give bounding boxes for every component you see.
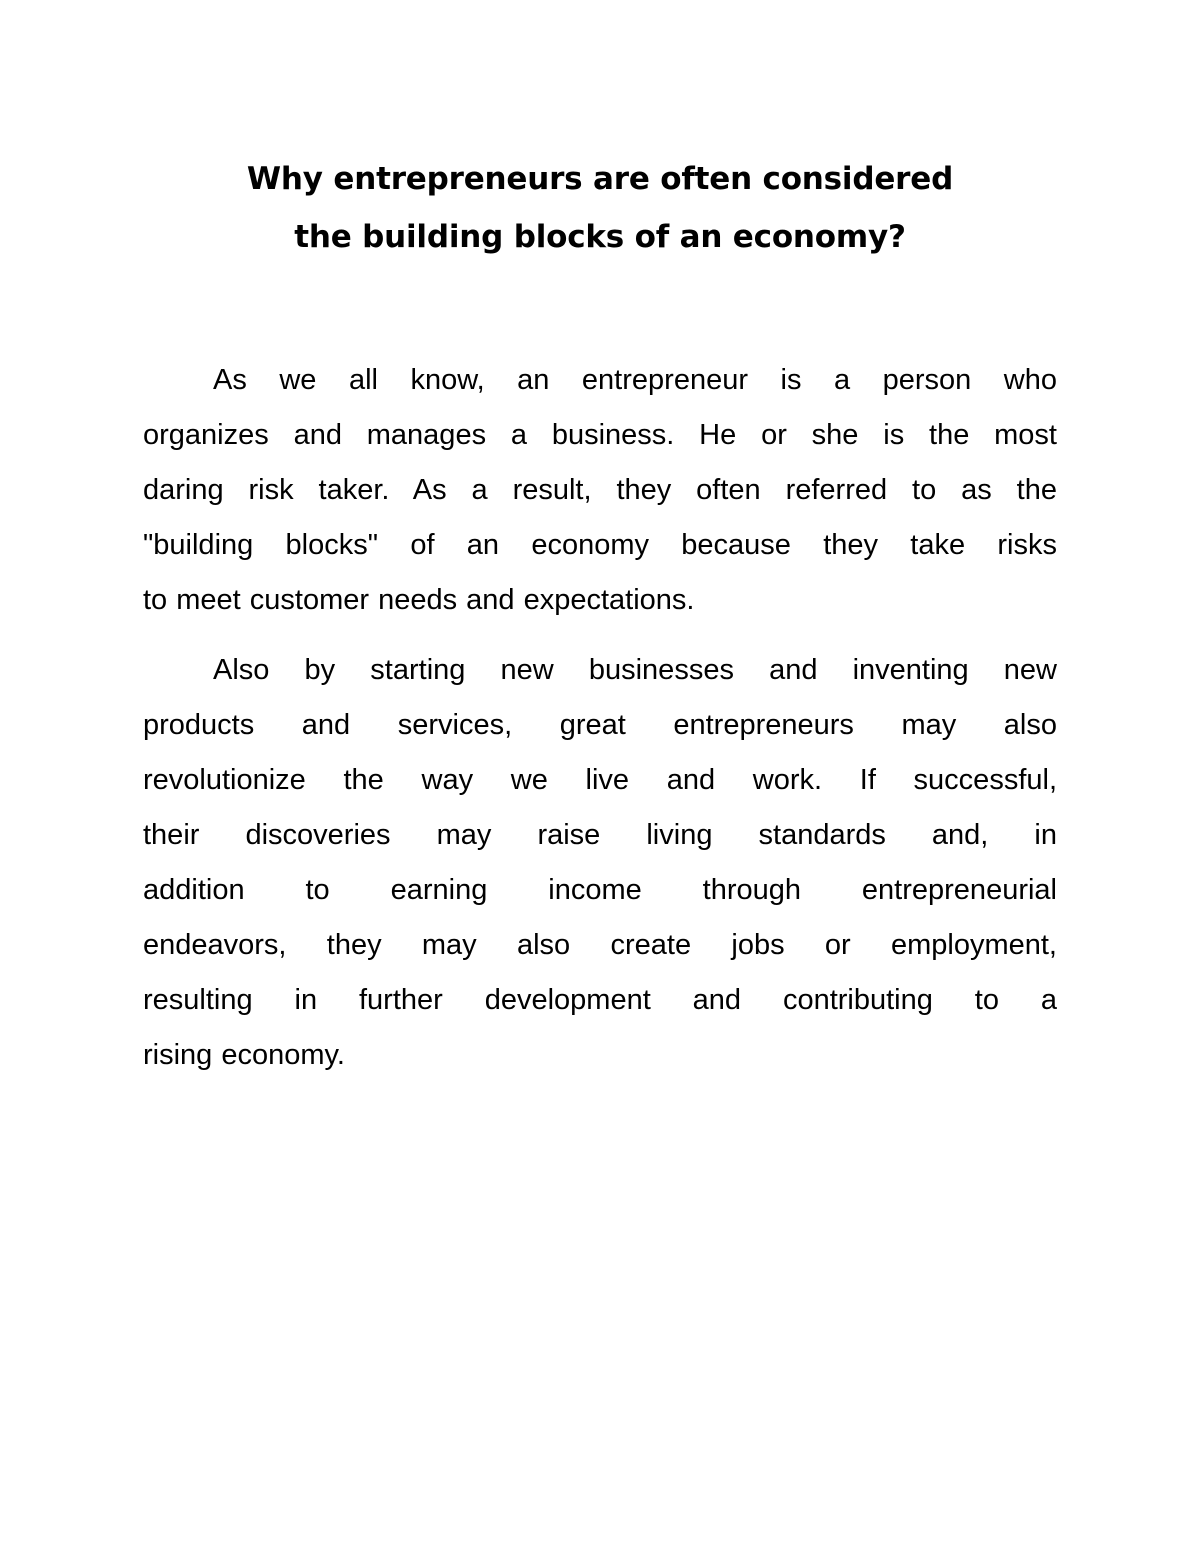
paragraph-line: daring risk taker. As a result, they often referred to as the	[143, 474, 1057, 506]
paragraph-line: addition to earning income through entrepreneurial	[143, 874, 1057, 906]
paragraph-line: products and services, great entrepreneurs may also	[143, 709, 1057, 741]
paragraph-line: rising economy.	[143, 1039, 345, 1071]
paragraph-line: "building blocks" of an economy because they take risks	[143, 529, 1057, 561]
paragraph-line: endeavors, they may also create jobs or employment,	[143, 929, 1057, 961]
paragraph-1	[143, 353, 1057, 628]
paragraph-line: As we all know, an entrepreneur is a person who	[213, 364, 1057, 396]
paragraph-2	[143, 643, 1057, 1083]
paragraph-line: organizes and manages a business. He or she is the most	[143, 419, 1057, 451]
title-line: the building blocks of an economy?	[294, 219, 906, 255]
paragraph-line: revolutionize the way we live and work. If successful,	[143, 764, 1057, 796]
paragraph-line: their discoveries may raise living standards and, in	[143, 819, 1057, 851]
paragraph-line: resulting in further development and contributing to a	[143, 984, 1057, 1016]
document-title	[143, 150, 1057, 266]
title-line: Why entrepreneurs are often considered	[246, 161, 954, 197]
document-body	[143, 353, 1057, 1098]
paragraph-line: to meet customer needs and expectations.	[143, 584, 695, 616]
paragraph-line: Also by starting new businesses and inventing new	[213, 654, 1057, 686]
